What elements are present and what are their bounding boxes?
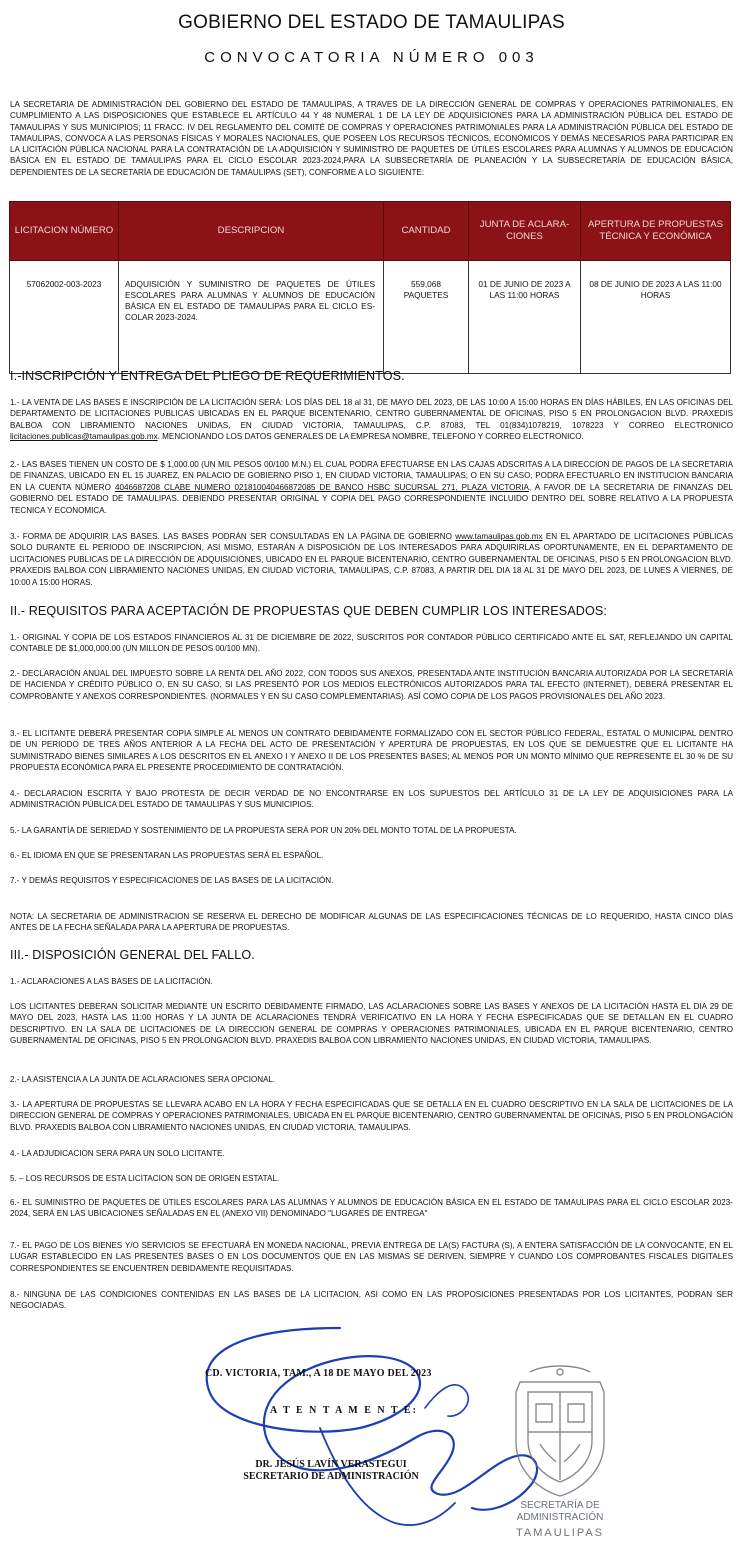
section-2-item-7: 7.- Y DEMÁS REQUISITOS Y ESPECIFICACIONES DE LAS BASES DE LA LICITACIÓN. [10,876,334,885]
signatory-position: SECRETARIO DE ADMINISTRACIÓN [243,1471,419,1482]
cell-apertura: 08 DE JUNIO DE 2023 A LAS 11:00 HORAS [581,261,731,374]
section-2-heading: II.- REQUISITOS PARA ACEPTACIÓN DE PROPUESTAS QUE DEBEN CUMPLIR LOS INTERESADOS: [10,604,607,618]
item-text: . MENCIONANDO LOS DATOS GENERALES DE LA EMPRESA NOMBRE, TELEFONO Y CORREO ELECTRONICO. [157,432,584,442]
place-date: CD. VICTORIA, TAM., A 18 DE MAYO DEL 2023 [205,1368,432,1379]
intro-paragraph: LA SECRETARIA DE ADMINISTRACIÓN DEL GOBIERNO DEL ESTADO DE TAMAULIPAS, A TRAVES DE LA DIRECCIÓN GENERAL DE COMPRAS Y OPERACIONES PATRIMONIALES, EN CUMPLIMIENTO A LAS DISPOSICIONES QUE ESTABLECE EL ARTÍCULO 44 Y 48 NUMERAL 1 DE LA LEY DE ADQUISICIONES PARA LA ADMINISTRACIÓN PÚBLICA DEL ESTADO DE TAMAULIPAS Y SUS MUNICIPIOS; 11 FRACC. IV DEL REGLAMENTO DEL COMITÉ DE COMPRAS Y OPERACIONES PATRIMONIALES PARA LA ADMINISTRACIÓN PÚBLICA DEL ESTADO DE TAMAULIPAS, CONVOCA A LAS PERSONAS FÍSICAS Y MORALES NACIONALES, QUE POSEEN LOS RECURSOS TÉCNICOS, ECONÓMICOS Y DEMÁS NECESARIOS PARA PARTICIPAR EN LA LICITACIÓN PÚBLICA NACIONAL PARA LA CONTRATACIÓN DE LA ADQUISICIÓN Y SUMINISTRO DE PAQUETES DE ÚTILES ESCOLARES PARA ALUMNAS Y ALUMNOS DE EDUCACIÓN BÁSICA EN EL ESTADO DE TAMAULIPAS PARA EL CICLO ESCOLAR 2023-2024,PARA LA SUBSECRETARÍA DE PLANEACIÓN Y LA SUBSECRETARÍA DE EDUCACIÓN BÁSICA, DEPENDIENTES DE LA SECRETARÍA DE EDUCACIÓN DE TAMAULIPAS (SET), CONFORME A LO SIGUIENTE: [10,100,733,177]
email-link[interactable]: licitaciones.publicas@tamaulipas.gob.mx [10,432,158,442]
closing-attentamente: A T E N T A M E N T E: [270,1405,418,1416]
section-3-item-6: 6.- EL SUMINISTRO DE PAQUETES DE ÚTILES ESCOLARES PARA LAS ALUMNAS Y ALUMNOS DE EDUCACIÓN BÁSICA EN EL ESTADO DE TAMAULIPAS PARA EL CICLO ESCOLAR 2023-2024, SERÁ EN LAS UBICACIONES SEÑALADAS EN EL (ANEXO VII) DENOMINADO "LUGARES DE ENTREGA" [10,1198,733,1219]
section-3-item-1: 1.- ACLARACIONES A LAS BASES DE LA LICITACIÓN. [10,977,213,986]
official-seal-stamp [500,1362,620,1538]
section-1-item-3 [10,531,733,588]
bank-account: 4046687208 CLABE NUMERO 021810040466872085 DE BANCO HSBC SUCURSAL 271, PLAZA VICTORIA [114,482,529,492]
section-1-item-2 [10,459,733,516]
item-text: 3.- FORMA DE ADQUIRIR LAS BASES. LAS BASES PODRÁN SER CONSULTADAS EN LA PÁGINA DE GOBIERNO [10,532,456,541]
website-link[interactable]: www.tamaulipas.gob.mx [455,532,543,541]
section-1-item-1 [10,397,733,443]
section-2-item-1: 1.- ORIGINAL Y COPIA DE LOS ESTADOS FINANCIEROS AL 31 DE DICIEMBRE DE 2022, SUSCRITOS POR CONTADOR PÚBLICO CERTIFICADO ANTE EL SAT, REFLEJANDO UN CAPITAL CONTABLE DE $1,000,000.00 (UN MILLON DE PESOS 00/100 MN). [10,633,733,654]
section-2-item-2: 2.- DECLARACIÓN ANUAL DEL IMPUESTO SOBRE LA RENTA DEL AÑO 2022, CON TODOS SUS ANEXOS, PRESENTADA ANTE INSTITUCIÓN BANCARIA AUTORIZADA POR LA SECRETARÍA DE HACIENDA Y CRÉDITO PÚBLICO O, EN SU CASO, SI LAS PRESENTÓ POR LOS MEDIOS ELECTRÓNICOS AUTORIZADOS PARA TAL EFECTO (INTERNET), DEBERÁ PRESENTAR EL COMPROBANTE Y ANEXOS CORRESPONDIENTES. (NORMALES Y EN SU CASO COMPLEMENTARIAS). ASÍ COMO COPIA DE LOS PAGOS PROVISIONALES DEL AÑO 2023. [10,669,733,701]
section-2-item-4: 4.- DECLARACION ESCRITA Y BAJO PROTESTA DE DECIR VERDAD DE NO ENCONTRARSE EN LOS SUPUESTOS DEL ARTÍCULO 31 DE LA LEY DE ADQUISICIONES PARA LA ADMINISTRACIÓN PÚBLICA DEL ESTADO DE TAMAULIPAS Y SUS MUNICIPIOS. [10,789,733,810]
seal-line-2: ADMINISTRACIÓN [516,1512,604,1523]
section-2-item-6: 6.- EL IDIOMA EN QUE SE PRESENTARAN LAS PROPUESTAS SERÁ EL ESPAÑOL. [10,851,324,860]
header-descripcion: DESCRIPCION [119,202,384,261]
cell-junta: 01 DE JUNIO DE 2023 A LAS 11:00 HORAS [469,261,581,374]
item-text: 2.- LAS BASES TIENEN UN COSTO DE $ 1,000.00 (UN MIL PESOS 00/100 M.N.) EL CUAL PODRA EFECTUARSE EN LAS CAJAS ADSCRITAS A LA DIRECCION DE PAGOS DE LA SECRETARIA DE FINANZAS, UBICADO EN EL 15 JUAREZ, EN PALACIO DE GOBIERNO PISO 1, EN CIUDAD VICTORIA, TAMAULIPAS; O EN SU CASO, PODRA EFECTUARLO EN INSTITUCION BANCARIA EN LA CUENTA NÚMERO [10,460,733,492]
bid-table [9,201,731,374]
section-3-item-3: 3.- LA APERTURA DE PROPUESTAS SE LLEVARA ACABO EN LA HORA Y FECHA ESPECIFICADAS QUE SE DETALLA EN EL CUADRO DESCRIPTIVO EN LA SALA DE LICITACIONES DE LA DIRECCION GENERAL DE COMPRAS Y OPERACIONES PATRIMONIALES, UBICADA EN EL PARQUE BICENTENARIO, CENTRO GUBERNAMENTAL DE OFICINAS, PISO 5 EN PROLONGACIÓN BLVD. PRAXEDIS BALBOA CON LIBRAMIENTO NACIONES UNIDAS, EN CIUDAD VICTORIA, TAMAULIPAS. [10,1100,733,1132]
section-1-heading: I.-INSCRIPCIÓN Y ENTREGA DEL PLIEGO DE REQUERIMIENTOS. [10,369,405,383]
header-licitacion: LICITACION NÚMERO [10,202,119,261]
cell-numero: 57062002-003-2023 [10,261,119,374]
section-2-item-5: 5.- LA GARANTÍA DE SERIEDAD Y SOSTENIMIENTO DE LA PROPUESTA SERÁ POR UN 20% DEL MONTO TOTAL DE LA PROPUESTA. [10,826,517,835]
item-text: EN EL APARTADO DE LICITACIONES PÚBLICAS SOLO DURANTE EL PERIODO DE INSCRIPCION, ASI MISMO, ESTARÁN A DISPOSICIÓN DE LOS INTERESADOS PARA ADQUIRIRLAS OPORTUNAMENTE, EN EL DEPARTAMENTO DE LICITACIONES PUBLICAS DE LA DIRECCIÓN DE ADQUISICIONES, UBICADO EN EL PARQUE BICENTENARIO, CENTRO GUBERNAMENTAL DE OFICINAS, PISO 5 EN PROLONGACION BLVD. PRAXEDIS BALBOA CON LIBRAMIENTO NACIONES UNIDAS, EN CIUDAD VICTORIA, TAMAULIPAS, C.P. 87083, A PARTIR DEL DIA 18 AL 31 DE MAYO DEL 2023, DE LUNES A VIERNES, DE 10:00 A 15:00 HORAS. [10,532,733,587]
table-row [10,261,731,374]
document-title: GOBIERNO DEL ESTADO DE TAMAULIPAS [178,12,565,33]
header-junta: JUNTA DE ACLARA-CIONES [469,202,581,261]
seal-line-1: SECRETARÍA DE [520,1500,600,1511]
section-2-note: NOTA: LA SECRETARIA DE ADMINISTRACION SE RESERVA EL DERECHO DE MODIFICAR ALGUNAS DE LAS ESPECIFICACIONES TÉCNICAS DE LO REQUERIDO, HASTA CINCO DÍAS ANTES DE LA FECHA SEÑALADA PARA LA APERTURA DE PROPUESTAS. [10,912,733,933]
bid-table-header [10,202,731,261]
header-cantidad: CANTIDAD [384,202,469,261]
document-subtitle: CONVOCATORIA NÚMERO 003 [204,49,539,66]
section-2-item-3: 3.- EL LICITANTE DEBERÁ PRESENTAR COPIA SIMPLE AL MENOS UN CONTRATO DEBIDAMENTE FORMALIZADO CON EL SECTOR PÚBLICO FEDERAL, ESTATAL O MUNICIPAL DENTRO DE UN PERIODO DE TRES AÑOS ANTERIOR A LA FECHA DEL ACTO DE PRESENTACIÓN Y APERTURA DE PROPUESTAS, EN LOS QUE SE DEMUESTRE QUE EL LICITANTE HA SUMINISTRADO BIENES SIMILARES A LOS DESCRITOS EN EL ANEXO I Y ANEXO II DE LOS PRESENTES BASES; AL MENOS POR UN MONTO MÍNIMO QUE REPRESENTE EL 30 % DE SU PROPUESTA ECONÓMICA PARA EL PRESENTE PROCEDIMIENTO DE CONTRATACIÓN. [10,729,733,773]
section-3-item-4: 4.- LA ADJUDICACION SERA PARA UN SOLO LICITANTE. [10,1149,225,1158]
header-apertura: APERTURA DE PROPUESTAS TÉCNICA Y ECONÓMICA [581,202,731,261]
signatory-name: DR. JESÚS LAVÍN VERASTEGUI [255,1459,407,1470]
seal-line-3: TAMAULIPAS [515,1527,605,1538]
section-3-item-5: 5. – LOS RECURSOS DE ESTA LICITACION SON DE ORIGEN ESTATAL. [10,1174,280,1183]
cell-cantidad: 559,068 PAQUETES [384,261,469,374]
signatory [217,1459,445,1483]
section-3-item-7: 7.- EL PAGO DE LOS BIENES Y/O SERVICIOS SE EFECTUARÁ EN MONEDA NACIONAL, PREVIA ENTREGA DE LA(S) FACTURA (S), A ENTERA SATISFACCIÓN DE LA CONVOCANTE, EN EL LUGAR ESTABLECIDO EN LAS PRESENTES BASES O EN LOS DOCUMENTOS QUE EN LAS MISMAS SE DERIVEN, SIEMPRE Y CUANDO LOS COMPROBANTES FISCALES DIGITALES CORRESPONDIENTES SE ENCUENTREN DEBIDAMENTE REQUISITADAS. [10,1241,733,1273]
section-3-item-1-detail: LOS LICITANTES DEBERAN SOLICITAR MEDIANTE UN ESCRITO DEBIDAMENTE FIRMADO, LAS ACLARACIONES SOBRE LAS BASES Y ANEXOS DE LA LICITACIÓN HASTA EL DIA 29 DE MAYO DEL 2023, HASTA LAS 11:00 HORAS Y LA JUNTA DE ACLARACIONES TENDRÁ VERIFICATIVO EN LA HORA Y FECHA ESPECIFICADAS QUE SE DETALLAN EN EL CUADRO DESCRIPTIVO. EN LA SALA DE LICITACIONES DE LA DIRECCION GENERAL DE COMPRAS Y OPERACIONES PATRIMONIALES, UBICADA EN EL PARQUE BICENTENARIO, CENTRO GUBERNAMENTAL DE OFICINAS, PISO 5 EN PROLONGACION BLVD. PRAXEDIS BALBOA CON LIBRAMIENTO NACIONES UNIDAS, EN CIUDAD VICTORIA, TAMAULIPAS. [10,1002,733,1046]
section-3-item-8: 8.- NINGUNA DE LAS CONDICIONES CONTENIDAS EN LAS BASES DE LA LICITACION, ASI COMO EN LAS PROPOSICIONES PRESENTADAS POR LOS LICITANTES, PODRAN SER NEGOCIADAS. [10,1290,733,1311]
section-3-heading: III.- DISPOSICIÓN GENERAL DEL FALLO. [10,948,255,962]
item-text: , A FAVOR DE LA SECRETARIA DE FINANZAS DEL GOBIERNO DEL ESTADO DE TAMAULIPAS. DEBIENDO PRESENTAR ORIGINAL Y COPIA DEL PAGO CORRESPONDIENTE INCLUIDO DENTRO DEL SOBRE RELATIVO A LA PROPUESTA TECNICA Y ECONOMICA. [10,482,733,515]
section-3-item-2: 2.- LA ASISTENCIA A LA JUNTA DE ACLARACIONES SERA OPCIONAL. [10,1075,276,1084]
item-text: 1.- LA VENTA DE LAS BASES E INSCRIPCIÓN DE LA LICITACIÓN SERÁ: LOS DÍAS DEL 18 al 31, DE MAYO DEL 2023, DE LAS 10:00 A 15:00 HORAS EN DÍAS HÁBILES, EN LAS OFICINAS DEL DEPARTAMENTO DE LICITACIONES PUBLICAS UBICADAS EN EL PARQUE BICENTENARIO, CENTRO GUBERNAMENTAL DE OFICINAS, PISO 5 EN PROLONGACION BLVD. PRAXEDIS BALBOA CON LIBRAMIENTO NACIONES UNIDAS, EN CIUDAD VICTORIA, TAMAULIPAS, C.P. 87083, TEL 01(834)1078219, 1078223 Y CORREO ELECTRONICO [10,398,733,430]
cell-descripcion: ADQUISICIÓN Y SUMINISTRO DE PAQUETES DE ÚTILES ESCOLARES PARA ALUMNAS Y ALUMNOS DE EDUCACIÓN BÁSICA EN EL ESTADO DE TAMAULIPAS PARA EL CICLO ES-COLAR 2023-2024. [119,261,384,374]
